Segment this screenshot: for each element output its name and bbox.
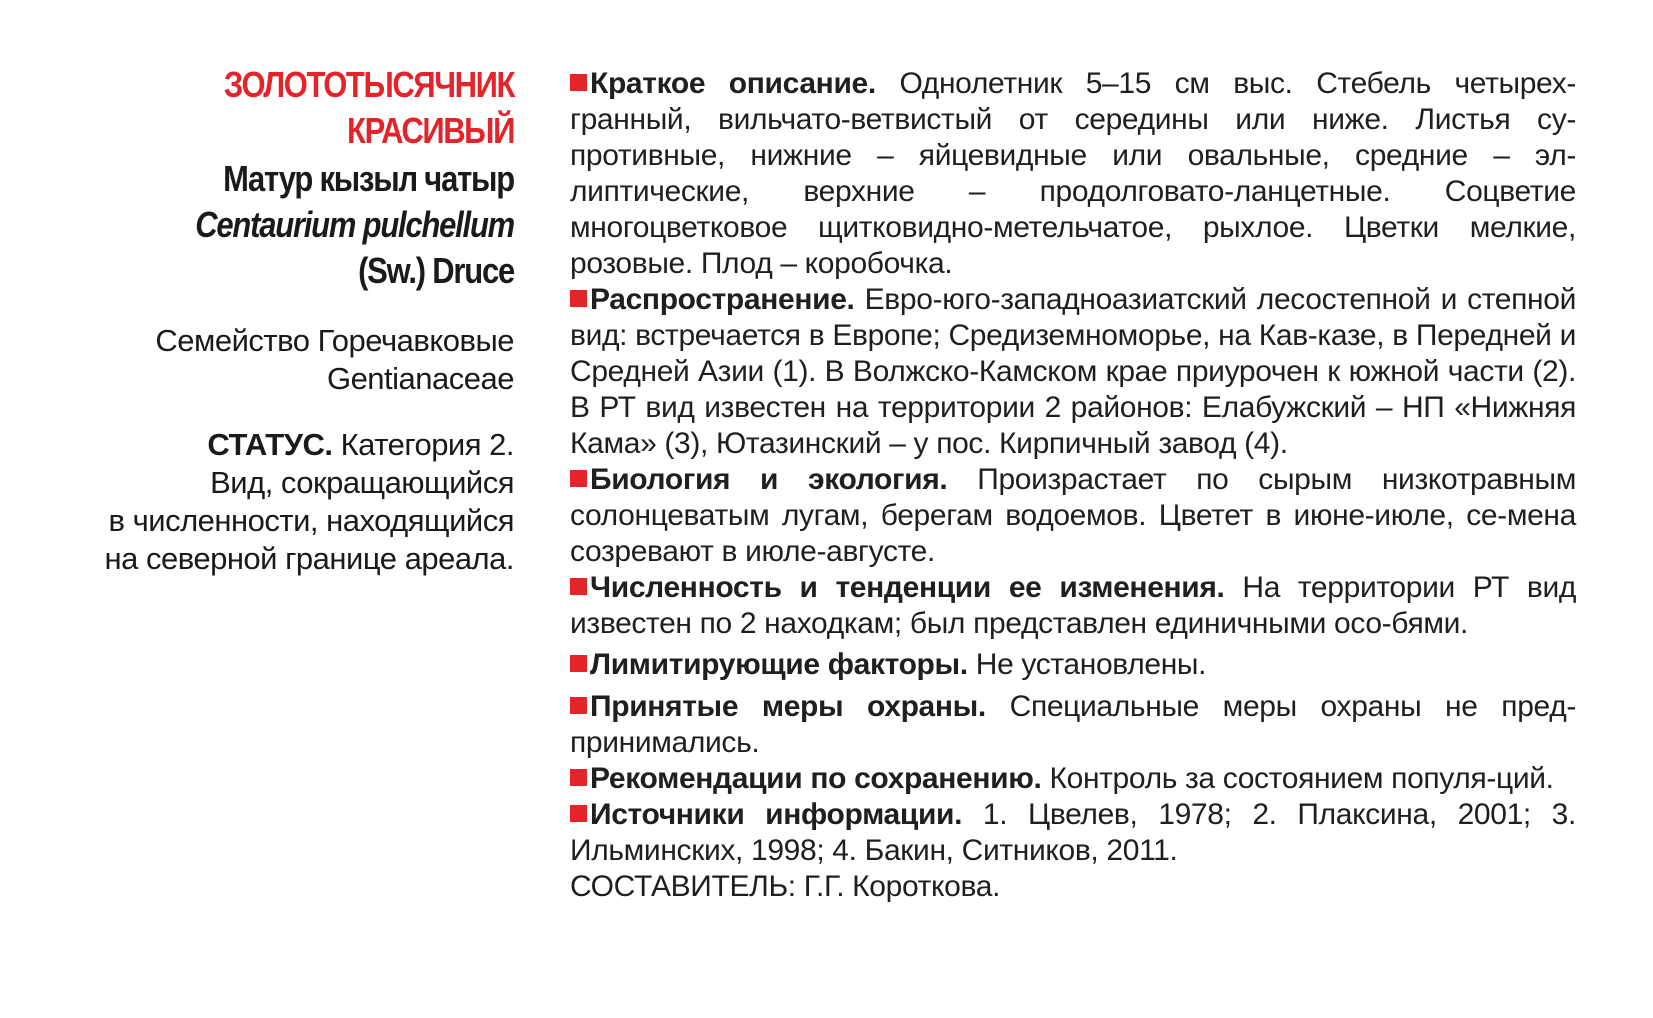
section-distribution bbox=[570, 282, 1576, 462]
red-square-bullet-icon bbox=[570, 769, 587, 786]
status-block bbox=[40, 426, 514, 578]
section-abundance bbox=[570, 570, 1576, 642]
status-line-2: Вид, сокращающийся bbox=[210, 465, 514, 500]
status-line-3: в численности, находящийся bbox=[108, 503, 514, 538]
species-title-line1: ЗОЛОТОТЫСЯЧНИК bbox=[223, 64, 514, 105]
section-text: Специальные меры охраны не пред-принимались. bbox=[570, 690, 1576, 759]
red-square-bullet-icon bbox=[570, 697, 587, 714]
species-name-latin: Centaurium pulchellum bbox=[195, 204, 515, 245]
status-line-4: на северной границе ареала. bbox=[104, 541, 514, 576]
section-heading: Лимитирующие факторы. bbox=[590, 648, 968, 681]
section-description bbox=[570, 66, 1576, 282]
family-block bbox=[40, 322, 514, 398]
species-name-tatar: Матур кызыл чатыр bbox=[223, 158, 514, 199]
species-header-column bbox=[40, 62, 514, 578]
section-heading: Источники информации. bbox=[590, 798, 963, 831]
status-label: СТАТУС. bbox=[207, 427, 333, 462]
section-text: На территории РТ вид известен по 2 находкам; был представлен единичными осо-бями. bbox=[570, 571, 1577, 640]
section-text: Однолетник 5–15 см выс. Стебель четырех-гранный, вильчато-ветвистый от середины или ниже. Листья су-противные, нижние – яйцевидные или овальные, средние – эл-липтические, верхние – продолговато-ланцетные. Соцветие многоцветковое щитковидно-метельчатое, рыхлое. Цветки мелкие, розовые. Плод – коробочка. bbox=[570, 67, 1577, 280]
section-biology bbox=[570, 462, 1576, 570]
red-square-bullet-icon bbox=[570, 578, 587, 595]
section-text: Евро-юго-западноазиатский лесостепной и степной вид: встречается в Европе; Средиземноморье, на Кав-казе, в Передней и Средней Азии (1). В Волжско-Камском крае приурочен к южной части (2). В РТ вид известен на территории 2 районов: Елабужский – НП «Нижняя Кама» (3), Ютазинский – у пос. Кирпичный завод (4). bbox=[570, 283, 1576, 460]
red-square-bullet-icon bbox=[570, 655, 587, 672]
section-text: Не установлены. bbox=[967, 648, 1207, 681]
section-limiting-factors bbox=[570, 647, 1576, 683]
species-title-ru bbox=[106, 62, 514, 154]
red-square-bullet-icon bbox=[570, 74, 587, 91]
status-line-1 bbox=[40, 426, 514, 464]
status-category: Категория 2. bbox=[332, 427, 514, 462]
section-text: Контроль за состоянием популя-ций. bbox=[1041, 762, 1554, 795]
section-text: Произрастает по сырым низкотравным солонцеватым лугам, берегам водоемов. Цветет в июне-июле, се-мена созревают в июле-августе. bbox=[570, 463, 1577, 568]
section-heading: Краткое описание. bbox=[590, 67, 876, 100]
section-heading: Распространение. bbox=[590, 283, 855, 316]
red-square-bullet-icon bbox=[570, 290, 587, 307]
section-protection-measures bbox=[570, 689, 1576, 761]
species-name-author: (Sw.) Druce bbox=[358, 250, 514, 291]
red-square-bullet-icon bbox=[570, 805, 587, 822]
section-heading: Рекомендации по сохранению. bbox=[590, 762, 1042, 795]
family-name-latin: Gentianaceae bbox=[326, 361, 514, 396]
section-heading: Принятые меры охраны. bbox=[590, 690, 986, 723]
section-heading: Численность и тенденции ее изменения. bbox=[590, 571, 1225, 604]
section-recommendations bbox=[570, 761, 1576, 797]
section-sources bbox=[570, 797, 1576, 869]
species-description-column bbox=[570, 66, 1576, 905]
red-square-bullet-icon bbox=[570, 470, 587, 487]
section-text: 1. Цвелев, 1978; 2. Плаксина, 2001; 3. Ильминских, 1998; 4. Бакин, Ситников, 2011. bbox=[570, 798, 1576, 867]
compiler-line: СОСТАВИТЕЛЬ: Г.Г. Короткова. bbox=[570, 870, 1001, 903]
family-name-ru: Семейство Горечавковые bbox=[155, 323, 514, 358]
section-heading: Биология и экология. bbox=[590, 463, 948, 496]
species-title-line2: КРАСИВЫЙ bbox=[347, 110, 514, 151]
